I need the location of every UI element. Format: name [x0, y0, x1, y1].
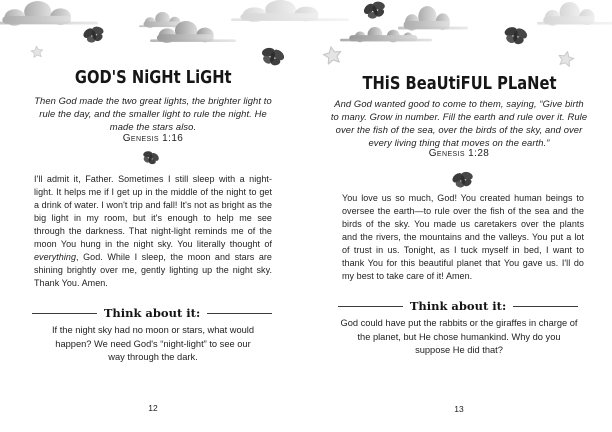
divider-line-right [513, 306, 578, 307]
think-question: God could have put the rabbits or the giraffes in charge of the planet, but He chose humankind. Why do you suppose He did that? [340, 318, 578, 355]
scripture-verse: Then God made the two great lights, the brighter light to rule the day, and the smaller light to rule the night. He made the stars also. [34, 95, 272, 132]
think-about-it-label: Think about it: [103, 306, 201, 320]
divider-line-left [32, 313, 97, 314]
scripture-reference: Genesis 1:16 [122, 133, 184, 144]
scripture-verse: And God wanted good to come to them, saying, “Give birth to many. Grow in number. Fill the earth and rule over it. Rule over the fish of the sea, over the birds of the sky, and over every living thing that moves on the earth.” [330, 98, 588, 148]
prayer-text [342, 192, 584, 283]
think-about-it-heading [338, 299, 578, 313]
prayer-part1: I'll admit it, Father. Sometimes I still sleep with a night-light. It helps me if I get up in the middle of the night to get a drink of water. I won't trip and fall! It's not as bright as the big light in my room, but it's enough to help me see through the darkness. That night-light reminds me of the moon You hung in the night sky. You literally thought of [34, 174, 272, 249]
think-about-it-heading [32, 306, 272, 320]
divider-line-right [207, 313, 272, 314]
page-title [306, 74, 612, 94]
prayer-part1: You love us so much, God! You created human beings to oversee the earth—to rule over the fish of the sea and the birds of the sky. You made us caretakers over the plants and the rivers, the mountains and the valleys. You put a lot of trust in us. Tonight, as I tuck myself in bed, I want to thank You for this beautiful planet that You gave us. I'll do my best to take care of it! Amen. [342, 193, 584, 281]
prayer-text [34, 173, 272, 290]
prayer-part2: , God. While I sleep, the moon and stars are shining brightly over me, gently lighting up the night sky. Thank You. Amen. [34, 252, 272, 288]
page-number: 12 [148, 403, 158, 413]
butterfly-icon [449, 168, 477, 193]
page-title-text: GOD'S NiGHt LiGHt [74, 68, 232, 88]
think-question: If the night sky had no moon or stars, what would happen? We need God's “night-light” to see our way through the dark. [51, 325, 255, 362]
think-about-it-label: Think about it: [409, 299, 507, 313]
prayer-italic-word: everything [34, 252, 77, 262]
butterfly-icon [139, 147, 162, 169]
page-title [0, 68, 306, 88]
page-right [306, 0, 612, 432]
scripture-reference: Genesis 1:28 [428, 148, 490, 159]
page-number: 13 [454, 404, 464, 414]
page-title-text: THiS BeaUtiFUL PLaNet [361, 74, 556, 94]
divider-line-left [338, 306, 403, 307]
